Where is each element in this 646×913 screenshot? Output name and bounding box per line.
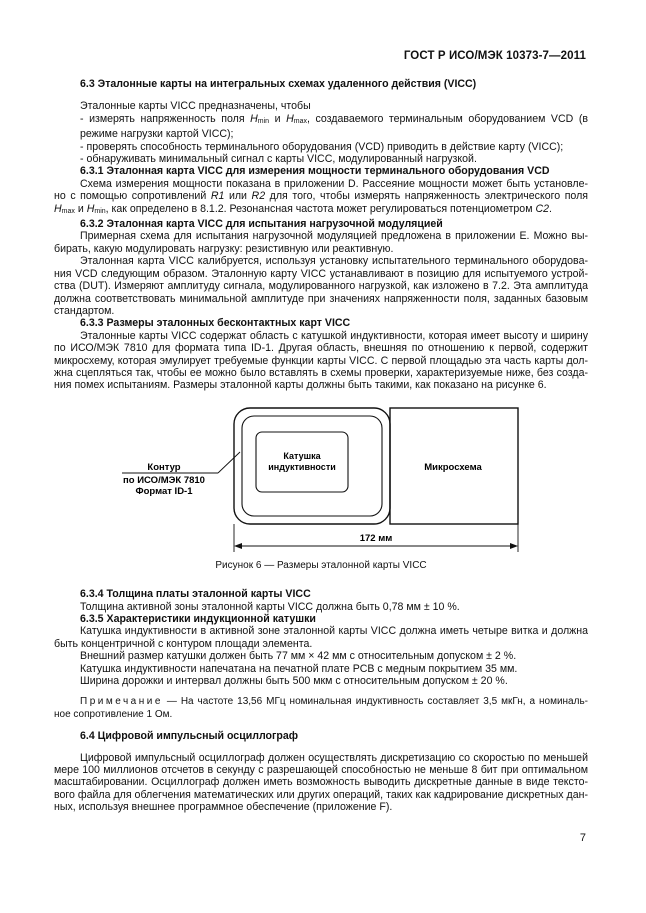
contour-label-3: Формат ID-1	[135, 485, 193, 497]
coil-label-2: индуктивности	[268, 461, 336, 472]
figure-6-drawing	[54, 404, 588, 560]
dimension-label: 172 мм	[359, 532, 393, 544]
note	[54, 696, 588, 721]
section-6-3-5-para-1: Катушка индуктивности в активной зоне эталонной карты VICC должна иметь четыре витка и должна быть концентричной с контуром площади элемента.	[54, 625, 588, 650]
leader-line-diag	[218, 452, 240, 473]
contour-label-2: по ИСО/МЭК 7810	[123, 474, 205, 486]
note-label: Примечание	[80, 696, 163, 708]
dim-arrow-right	[510, 543, 518, 549]
coil-label-1: Катушка	[283, 450, 321, 461]
section-6-3-2-para-2: Эталонная карта VICC калибруется, используя установку испытательного терминального оборудова-ния VCD следующим образом. Эталонную карту VICC устанавливают в позицию для испытуемого устрой-ства (DUT). Измеряют амплитуду сигнала, модулированного нагрузкой, как изложено в 7.2. Эта амплитуда должна соответствовать минимальной амплитуде при значениях напряженности поля, заданных базовым стандартом.	[54, 255, 588, 317]
section-6-3-intro: Эталонные карты VICC предназначены, чтобы	[80, 100, 311, 113]
figure-6-caption: Рисунок 6 — Размеры эталонной карты VICC	[215, 559, 427, 571]
section-6-3-bullet-1: - измерять напряженность поля $H_{min}$ и $H_{max}$, создаваемого терминальным оборудованием VCD (в режиме нагрузки картой VICC);	[80, 112, 588, 141]
chip-label: Микросхема	[424, 461, 482, 473]
note-text: — На частоте 13,56 МГц номинальная индуктивность составляет 3,5 мкГн, а номиналь-ное сопротивление 1 Ом.	[54, 696, 588, 720]
dim-arrow-left	[234, 543, 242, 549]
section-6-3-2-para-1: Примерная схема для испытания нагрузочной модуляцией предложена в приложении Е. Можно вы-бирать, какую модулировать нагрузку: резистивную или реактивную.	[54, 230, 588, 255]
section-6-3-heading: 6.3 Эталонные карты на интегральных схемах удаленного действия (VICC)	[80, 78, 477, 90]
section-6-3-2-heading: 6.3.2 Эталонная карта VICC для испытания нагрузочной модуляцией	[80, 218, 443, 231]
section-6-3-5-para-2: Внешний размер катушки должен быть 77 мм × 42 мм с относительным допуском ± 2 %.	[80, 650, 517, 663]
contour-label-1: Контур	[147, 461, 181, 473]
page-content	[54, 78, 588, 814]
section-6-3-5-para-4: Ширина дорожки и интервал должны быть 500 мкм с относительным допуском ± 20 %.	[80, 675, 508, 687]
section-6-3-bullet-2: - проверять способность терминального оборудования (VCD) приводить в действие карту (VICC);	[80, 140, 564, 153]
section-6-4-heading: 6.4 Цифровой импульсный осциллограф	[80, 730, 299, 743]
section-6-3-3-heading: 6.3.3 Размеры эталонных бесконтактных карт VICC	[80, 317, 351, 330]
figure-6	[54, 404, 588, 560]
section-6-3-bullet-3: - обнаруживать минимальный сигнал с карты VICC, модулированный нагрузкой.	[80, 153, 477, 166]
section-6-3-5-heading: 6.3.5 Характеристики индукционной катушки	[80, 612, 316, 625]
page-number: 7	[579, 832, 586, 844]
section-6-3-3-para: Эталонные карты VICC содержат область с катушкой индуктивности, которая имеет высоту и ширину по ИСО/МЭК 7810 для формата типа ID-1. Другая область, внешняя по отношению к первой, содержит микросхему, которая эмулирует требуемые функции карты VICC. С первой площадью эта часть карты дол-жна сцепляться так, чтобы ее можно было вставлять в схемы проверки, характеризуемые ниже, без созда-ния помех испытаниям. Размеры эталонной карты должны быть такими, как показано на рисунке 6.	[54, 329, 588, 392]
document-header: ГОСТ Р ИСО/МЭК 10373-7—2011	[403, 50, 586, 62]
section-6-3-5-para-3: Катушка индуктивности напечатана на печатной плате PCB с медным покрытием 35 мм.	[80, 662, 518, 675]
section-6-3-1-heading: 6.3.1 Эталонная карта VICC для измерения мощности терминального оборудования VCD	[80, 165, 550, 178]
section-6-3-4-heading: 6.3.4 Толщина платы эталонной карты VICC	[80, 588, 311, 601]
section-6-3-1-para: Схема измерения мощности показана в приложении D. Рассеяние мощности может быть установле-но с помощью сопротивлений R1 или R2 для того, чтобы измерять напряженность электрического поля $H_{max}$ и $H_{min}$, как определено в 8.1.2. Резонансная частота может регулироваться потенциометром C2.	[54, 177, 589, 215]
section-6-3-4-para: Толщина активной зоны эталонной карты VICC должна быть 0,78 мм ± 10 %.	[80, 600, 460, 613]
section-6-4-para: Цифровой импульсный осциллограф должен осуществлять дискретизацию со скоростью по меньшей мере 100 миллионов отсчетов в секунду с разрешающей способностью не меньше 8 бит при оптимальном масштабировании. Осциллограф должен иметь возможность выводить дискретные данные в виде тексто-вого файла для облегчения математических или других операций, таких как кадрирование дискретных дан-ных, используя внешнее программное обеспечение (приложение F).	[54, 751, 588, 814]
